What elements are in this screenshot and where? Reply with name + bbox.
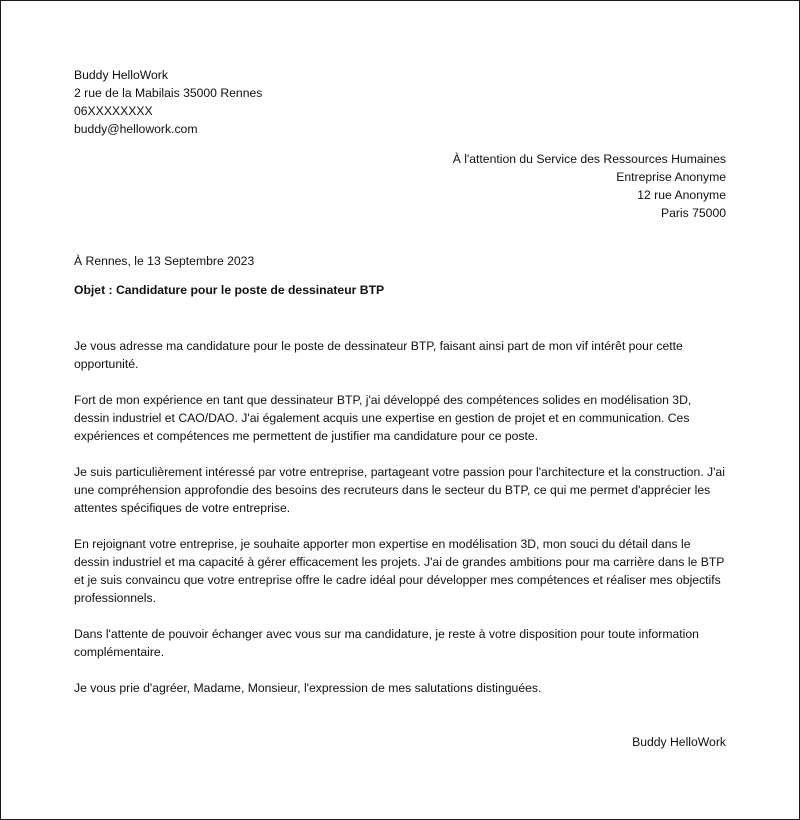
body-paragraph: Je suis particulièrement intéressé par votre entreprise, partageant votre passion pour l'architecture et la construction. J'ai une compréhension approfondie des besoins des recruteurs dans le secteur du BTP, ce qui me permet d'apprécier les attentes spécifiques de votre entreprise. [74,465,725,515]
recipient-block [74,150,726,222]
recipient-street: 12 rue Anonyme [637,188,726,202]
body-paragraph: Je vous adresse ma candidature pour le poste de dessinateur BTP, faisant ainsi part de mon vif intérêt pour cette opportunité. [74,339,683,371]
body-paragraph: Dans l'attente de pouvoir échanger avec vous sur ma candidature, je reste à votre disposition pour toute information complémentaire. [74,627,699,659]
sender-email: buddy@hellowork.com [74,122,198,136]
sender-name: Buddy HelloWork [74,68,168,82]
letter-subject: Objet : Candidature pour le poste de dessinateur BTP [74,283,385,297]
letter-date: À Rennes, le 13 Septembre 2023 [74,254,255,268]
sender-phone: 06XXXXXXXX [74,104,153,118]
sender-address: 2 rue de la Mabilais 35000 Rennes [74,86,263,100]
body-paragraph: Fort de mon expérience en tant que dessinateur BTP, j'ai développé des compétences solides en modélisation 3D, dessin industriel et CAO/DAO. J'ai également acquis une expertise en gestion de projet et en communication. Ces expériences et compétences me permettent de justifier ma candidature pour ce poste. [74,393,692,443]
signature: Buddy HelloWork [632,735,726,749]
recipient-city: Paris 75000 [660,206,726,220]
recipient-company: Entreprise Anonyme [616,170,726,184]
sender-block [74,66,726,138]
letter-body [74,337,726,697]
body-paragraph: En rejoignant votre entreprise, je souhaite apporter mon expertise en modélisation 3D, mon souci du détail dans le dessin industriel et ma capacité à gérer efficacement les projets. J'ai de grandes ambitions pour ma carrière dans le BTP et je suis convaincu que votre entreprise offre le cadre idéal pour développer mes compétences et réaliser mes objectifs professionnels. [74,537,725,605]
letter-content [74,66,726,751]
closing-formula: Je vous prie d'agréer, Madame, Monsieur, l'expression de mes salutations distinguées. [74,681,542,695]
recipient-attention: À l'attention du Service des Ressources Humaines [452,152,726,166]
